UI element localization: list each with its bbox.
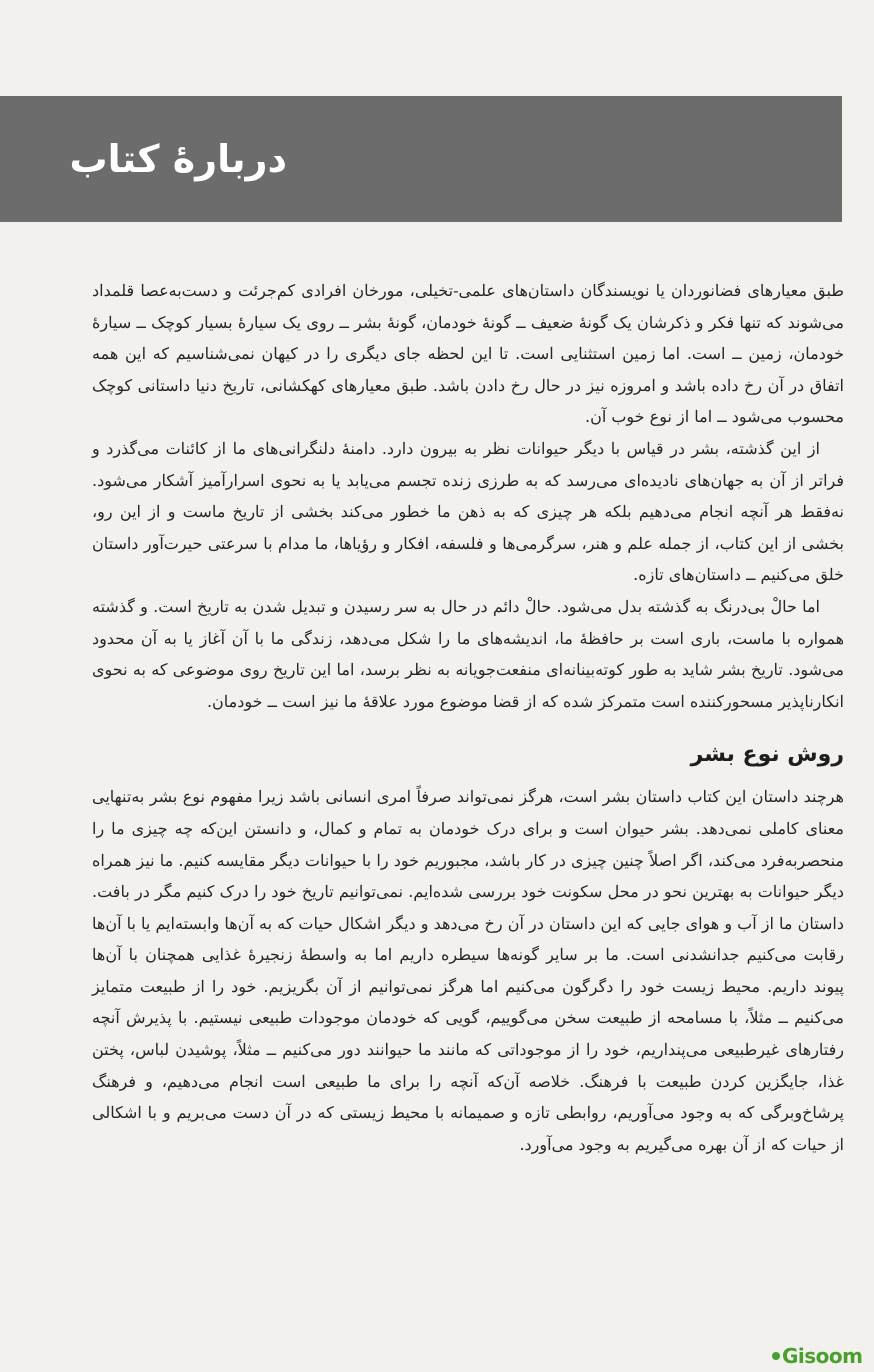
body-text — [92, 275, 844, 1160]
paragraph: هرچند داستان این کتاب داستان بشر است، هرگز نمی‌تواند صرفاً امری انسانی باشد زیرا مفهوم نوع بشر به‌تنهایی معنای کاملی نمی‌دهد. بشر حیوان است و برای درک خودمان به تمام و کمال، و دانستن این‌که چه چیزی ما را منحصربه‌فرد می‌کند، اگر اصلاً چنین چیزی در کار باشد، مجبوریم خود را با حیوانات دیگر مقایسه کنیم. ما نیز همراه دیگر حیوانات به بهترین نحو در محل سکونت خود بررسی شده‌ایم. نمی‌توانیم تاریخ خود را درک کنیم مگر در بافت. داستان ما از آب و هوای جایی که این داستان در آن رخ می‌دهد و دیگر اشکال حیات که به آن‌ها وابسته‌ایم یا با آن‌ها رقابت می‌کنیم جدانشدنی است. ما بر سایر گونه‌ها سیطره داریم اما به واسطهٔ زنجیرهٔ غذایی همچنان با آن‌ها پیوند داریم. محیط زیست خود را دگرگون می‌کنیم اما هرگز نمی‌توانیم از آن بگریزیم. خود را از طبیعت متمایز می‌کنیم ــ مثلاً، با مسامحه از طبیعت سخن می‌گوییم، گویی که خودمان موجودات طبیعی نیستیم. با پذیرش آنچه رفتارهای غیرطبیعی می‌پنداریم، خود را از موجوداتی که مانند ما حیوانند دور می‌کنیم ــ مثلاً، پوشیدن لباس، پختن غذا، جایگزین کردن طبیعت با فرهنگ. خلاصه آن‌که آنچه را برای ما طبیعی است انجام می‌دهیم، و فرهنگ پرشاخ‌وبرگی که به وجود می‌آوریم، روابطی تازه و صمیمانه با محیط زیستی که در آن دست می‌بریم و با اشکالی از حیات که از آن بهره می‌گیریم به وجود می‌آورد. — [92, 787, 845, 1154]
title-banner — [0, 96, 842, 222]
watermark-logo — [772, 1344, 863, 1368]
section-heading: روش نوع بشر — [690, 742, 844, 768]
paragraph: اما حالْ بی‌درنگ به گذشته بدل می‌شود. حالْ دائم در حال به سر رسیدن و تبدیل شدن به تاریخ است. و گذشته همواره با ماست، باری است بر حافظهٔ ما، اندیشه‌های ما را شکل می‌دهد، زندگی ما با آن آغاز یا به آن محدود می‌شود. تاریخ بشر شاید به طور کوته‌بینانه‌ای منفعت‌جویانه به نظر برسد، اما این تاریخ روی موضوعی که به نحوی انکارناپذیر مسحورکننده است متمرکز شده که از قضا موضوع مورد علاقهٔ ما نیز است ــ خودمان. — [92, 596, 845, 711]
paragraph: از این گذشته، بشر در قیاس با دیگر حیوانات نظر به بیرون دارد. دامنهٔ دلنگرانی‌های ما از کائنات می‌گذرد و فراتر از آن به جهان‌های نادیده‌ای می‌رسد که به طرزی زنده تجسم می‌یابد یا به نحوی اسرارآمیز آشکار می‌شود. نه‌فقط هر آنچه انجام می‌دهیم بلکه هر چیزی که به ذهن ما خطور می‌کند بخشی از تاریخ ماست و از این رو، بخشی از این کتاب، از جمله علم و هنر، سرگرمی‌ها و فلسفه، افکار و رؤیاها، ما مدام با سرعتی حیرت‌آور داستان خلق می‌کنیم ــ داستان‌های تازه. — [92, 438, 844, 585]
page-title: دربارهٔ کتاب — [69, 137, 287, 181]
watermark-text: Gisoom — [782, 1344, 863, 1368]
paragraph: طبق معیارهای فضانوردان یا نویسندگان داستان‌های علمی-تخیلی، مورخان افرادی کم‌جرئت و دست‌به‌عصا قلمداد می‌شوند که تنها فکر و ذکرشان یک گونهٔ ضعیف ــ گونهٔ خودمان، گونهٔ بشر ــ روی یک سیارهٔ بسیار کوچک ــ سیارهٔ خودمان، زمین ــ است. اما زمین استثنایی است. تا این لحظه جای دیگری را در کیهان نمی‌شناسیم که این همه اتفاق در آن رخ داده باشد و امروزه نیز در حال رخ دادن باشد. طبق معیارهای کهکشانی، تاریخ دنیا داستانی کوچک محسوب می‌شود ــ اما از نوع خوب آن. — [92, 281, 844, 427]
leaf-icon — [772, 1352, 780, 1360]
